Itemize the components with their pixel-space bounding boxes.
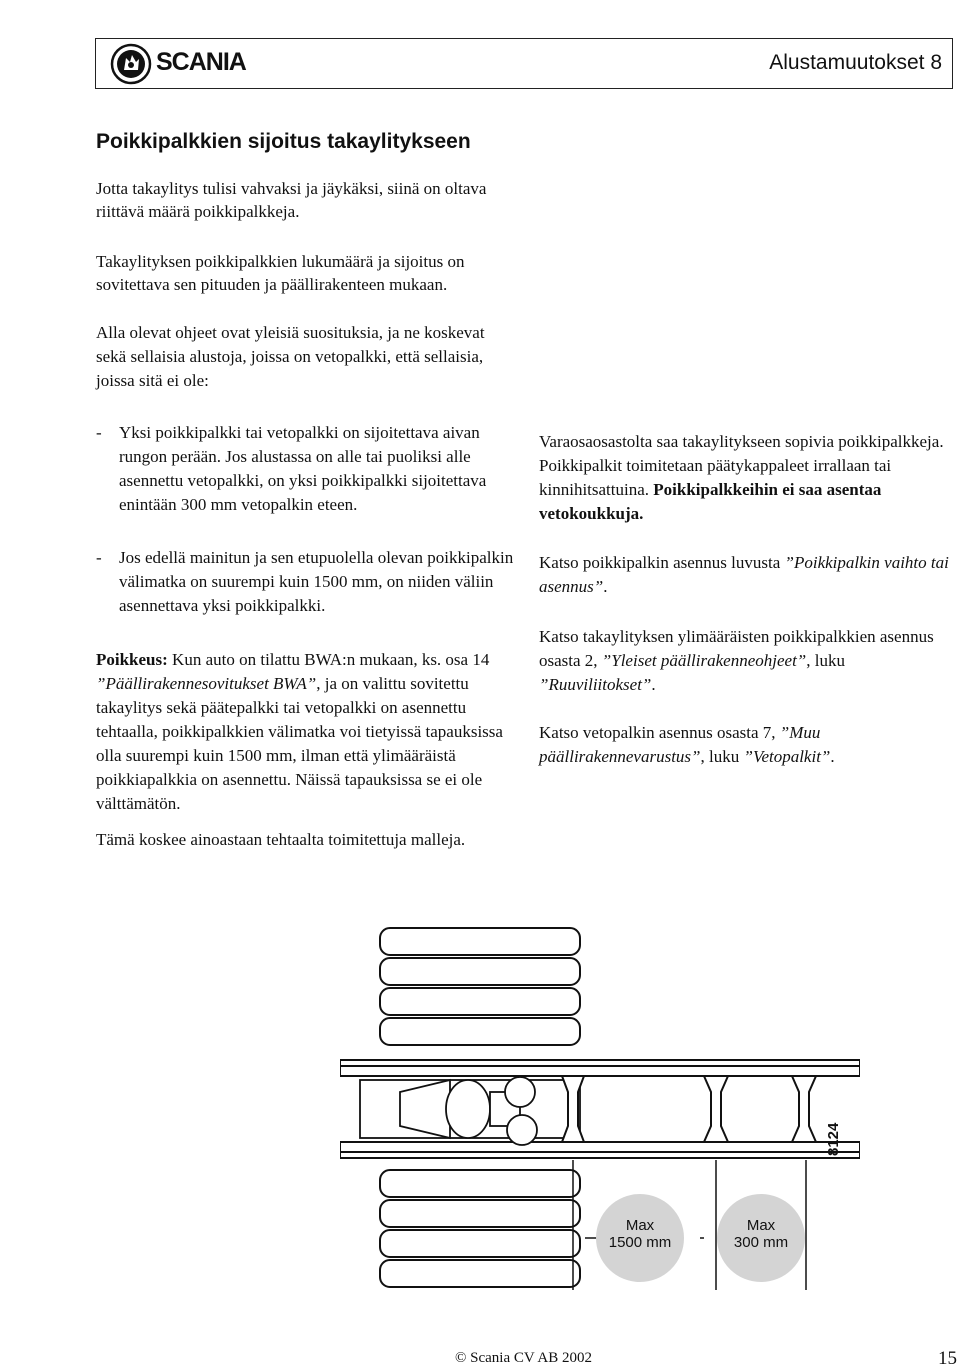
exception-paragraph: Poikkeus: Kun auto on tilattu BWA:n mukaan, ks. osa 14 ”Päällirakennesovitukset BWA”, ja on valittu sovitettu takaylitys sekä päätepalkki tai vetopalkki on asennettu tehtaalla, poikkipalkkien välimatka voi tietyissä tapauksissa olla suurempi kuin 1500 mm, ilman että ylimääräistä poikkiapalkkia on asennettu. Näissä tapauksissa se ei ole välttämätön. <box>96 650 503 813</box>
copyright-footer: © Scania CV AB 2002 <box>455 1350 592 1366</box>
scania-griffin-logo-icon <box>110 43 152 85</box>
chassis-crossmember-diagram <box>340 920 860 1300</box>
dimension-label-max: Max <box>746 1217 776 1234</box>
crossmember <box>562 1076 816 1142</box>
dimension-label-max: Max <box>625 1217 655 1234</box>
warning-text: Poikkipalkkeihin ei saa asentaa vetokoukkuja. <box>539 480 882 523</box>
page-heading: Poikkipalkkien sijoitus takaylitykseen <box>96 130 471 153</box>
spare-parts-paragraph: Varaosaosastolta saa takaylitykseen sopivia poikkipalkkeja. Poikkipalkit toimitetaan päätykappaleet irrallaan tai kinnihitsattuina. Poikkipalkkeihin ei saa asentaa vetokoukkuja. <box>539 432 944 523</box>
figure-number: 8124 <box>825 1122 842 1156</box>
intro-paragraph: Jotta takaylitys tulisi vahvaksi ja jäykäksi, siinä on oltava riittävä määrä poikkipalkkeja. <box>96 179 487 221</box>
bullet-item <box>96 546 516 618</box>
bullet-text: Yksi poikkipalkki tai vetopalkki on sijoitettava aivan rungon perään. Jos alustassa on alle tai puoliksi alle asennettu vetopalkki, on yksi poikkipalkki sijoitettava enintään 300 mm vetopalkin eteen. <box>119 423 487 514</box>
exception-label: Poikkeus: <box>96 650 168 669</box>
dimension-value: 1500 mm <box>608 1234 672 1251</box>
page-header <box>95 38 953 89</box>
dimension-value: 300 mm <box>733 1234 789 1251</box>
placement-paragraph: Takaylityksen poikkipalkkien lukumäärä ja sijoitus on sovitettava sen pituuden ja päällirakenteen mukaan. <box>96 252 465 294</box>
section-title: Alustamuutokset 8 <box>769 51 942 74</box>
reference-link: ”Päällirakennesovitukset BWA” <box>96 674 317 693</box>
see-also-paragraph: Katso vetopalkin asennus osasta 7, ”Muu päällirakennevarustus”, luku ”Vetopalkit”. <box>539 723 835 766</box>
bullet-text: Jos edellä mainitun ja sen etupuolella olevan poikkipalkin välimatka on suurempi kuin 1500 mm, on niiden väliin asennettava yksi poikkipalkki. <box>119 548 514 615</box>
bullet-marker: - <box>96 548 102 567</box>
reference-link: ”Vetopalkit” <box>743 747 831 766</box>
see-also-paragraph: Katso takaylityksen ylimääräisten poikkipalkkien asennus osasta 2, ”Yleiset päällirakenneohjeet”, luku ”Ruuviliitokset”. <box>539 627 934 694</box>
scope-note: Tämä koskee ainoastaan tehtaalta toimitettuja malleja. <box>96 830 466 849</box>
reference-link: ”Yleiset päällirakenneohjeet” <box>601 651 807 670</box>
reference-link: ”Muu päällirakennevarustus” <box>539 723 821 766</box>
reference-link: ”Ruuviliitokset” <box>539 675 652 694</box>
bullet-item <box>96 421 516 517</box>
reference-link: ”Poikkipalkin vaihto tai asennus” <box>539 553 949 596</box>
page-number: 15 <box>938 1348 957 1369</box>
see-also-paragraph: Katso poikkipalkin asennus luvusta ”Poikkipalkin vaihto tai asennus”. <box>539 553 949 596</box>
guidelines-paragraph: Alla olevat ohjeet ovat yleisiä suosituksia, ja ne koskevat sekä sellaisia alustoja, joissa on vetopalkki, että sellaisia, joissa sitä ei ole: <box>96 323 485 390</box>
bullet-marker: - <box>96 423 102 442</box>
brand-wordmark: SCANIA <box>156 48 246 76</box>
axle-housing <box>360 1077 580 1145</box>
